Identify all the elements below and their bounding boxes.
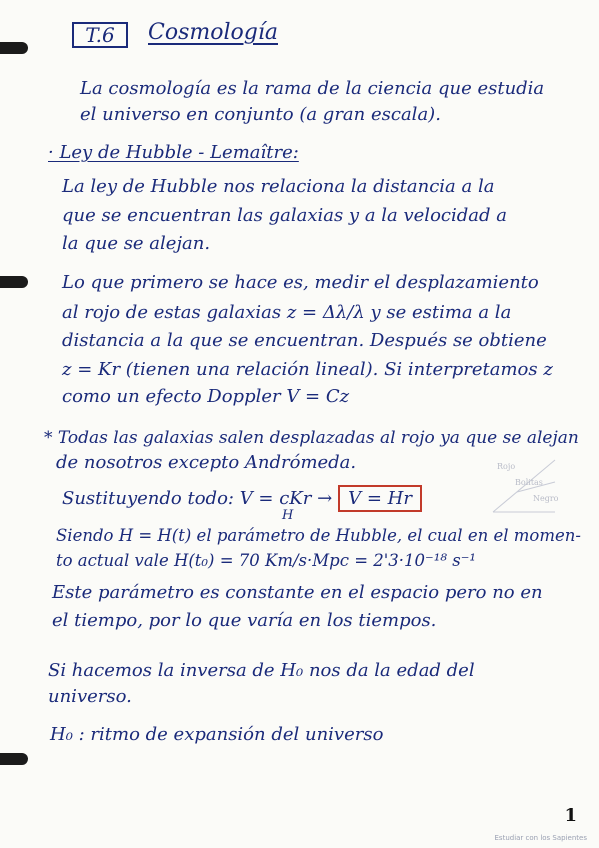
text-line: La cosmología es la rama de la ciencia que estudia (80, 78, 545, 99)
text-line: distancia a la que se encuentran. Después se obtiene (62, 330, 547, 351)
text-line: el universo en conjunto (a gran escala). (80, 104, 441, 125)
binder-hole-bottom (0, 753, 28, 765)
text-line: que se encuentran las galaxias y a la velocidad a (62, 205, 507, 226)
text-line: universo. (48, 686, 132, 707)
text-line: Lo que primero se hace es, medir el desplazamiento (62, 272, 539, 293)
text-line: z = Kr (tienen una relación lineal). Si interpretamos z (62, 359, 553, 380)
text-line: Siendo H = H(t) el parámetro de Hubble, el cual en el momen- (56, 526, 581, 545)
text-line: La ley de Hubble nos relaciona la distancia a la (62, 176, 495, 197)
binder-hole-middle (0, 276, 28, 288)
note-line: * Todas las galaxias salen desplazadas al rojo ya que se alejan (44, 428, 579, 448)
faded-sketch-label: Rojo (497, 462, 516, 471)
faded-sketch-label: Negro (533, 494, 559, 503)
binder-hole-top (0, 42, 28, 54)
page-title: Cosmología (148, 20, 278, 45)
faded-sketch-label: Bolitas (515, 478, 543, 487)
page-number: 1 (564, 805, 577, 826)
watermark: Estudiar con los Sapientes (494, 834, 587, 842)
text-line: la que se alejan. (62, 233, 211, 254)
substitution-text: Sustituyendo todo: V = cKr → (62, 488, 333, 509)
formula-line (62, 485, 422, 512)
note-line: de nosotros excepto Andrómeda. (56, 452, 357, 473)
section-heading: · Ley de Hubble - Lemaître: (48, 142, 299, 163)
faded-sketch (487, 452, 561, 518)
text-line: Si hacemos la inversa de H₀ nos da la edad del (48, 660, 475, 681)
text-line: como un efecto Doppler V = Cz (62, 386, 350, 407)
text-line: el tiempo, por lo que varía en los tiempos. (52, 610, 437, 631)
text-line: al rojo de estas galaxias z = Δλ/λ y se estima a la (62, 302, 512, 323)
topic-tag: T.6 (72, 22, 128, 48)
text-line: Este parámetro es constante en el espacio pero no en (52, 582, 543, 603)
formula-note: H (282, 508, 294, 523)
text-line: H₀ : ritmo de expansión del universo (50, 724, 384, 745)
boxed-formula: V = Hr (338, 485, 422, 512)
text-line: to actual vale H(t₀) = 70 Km/s·Mpc = 2'3·10⁻¹⁸ s⁻¹ (56, 551, 477, 570)
